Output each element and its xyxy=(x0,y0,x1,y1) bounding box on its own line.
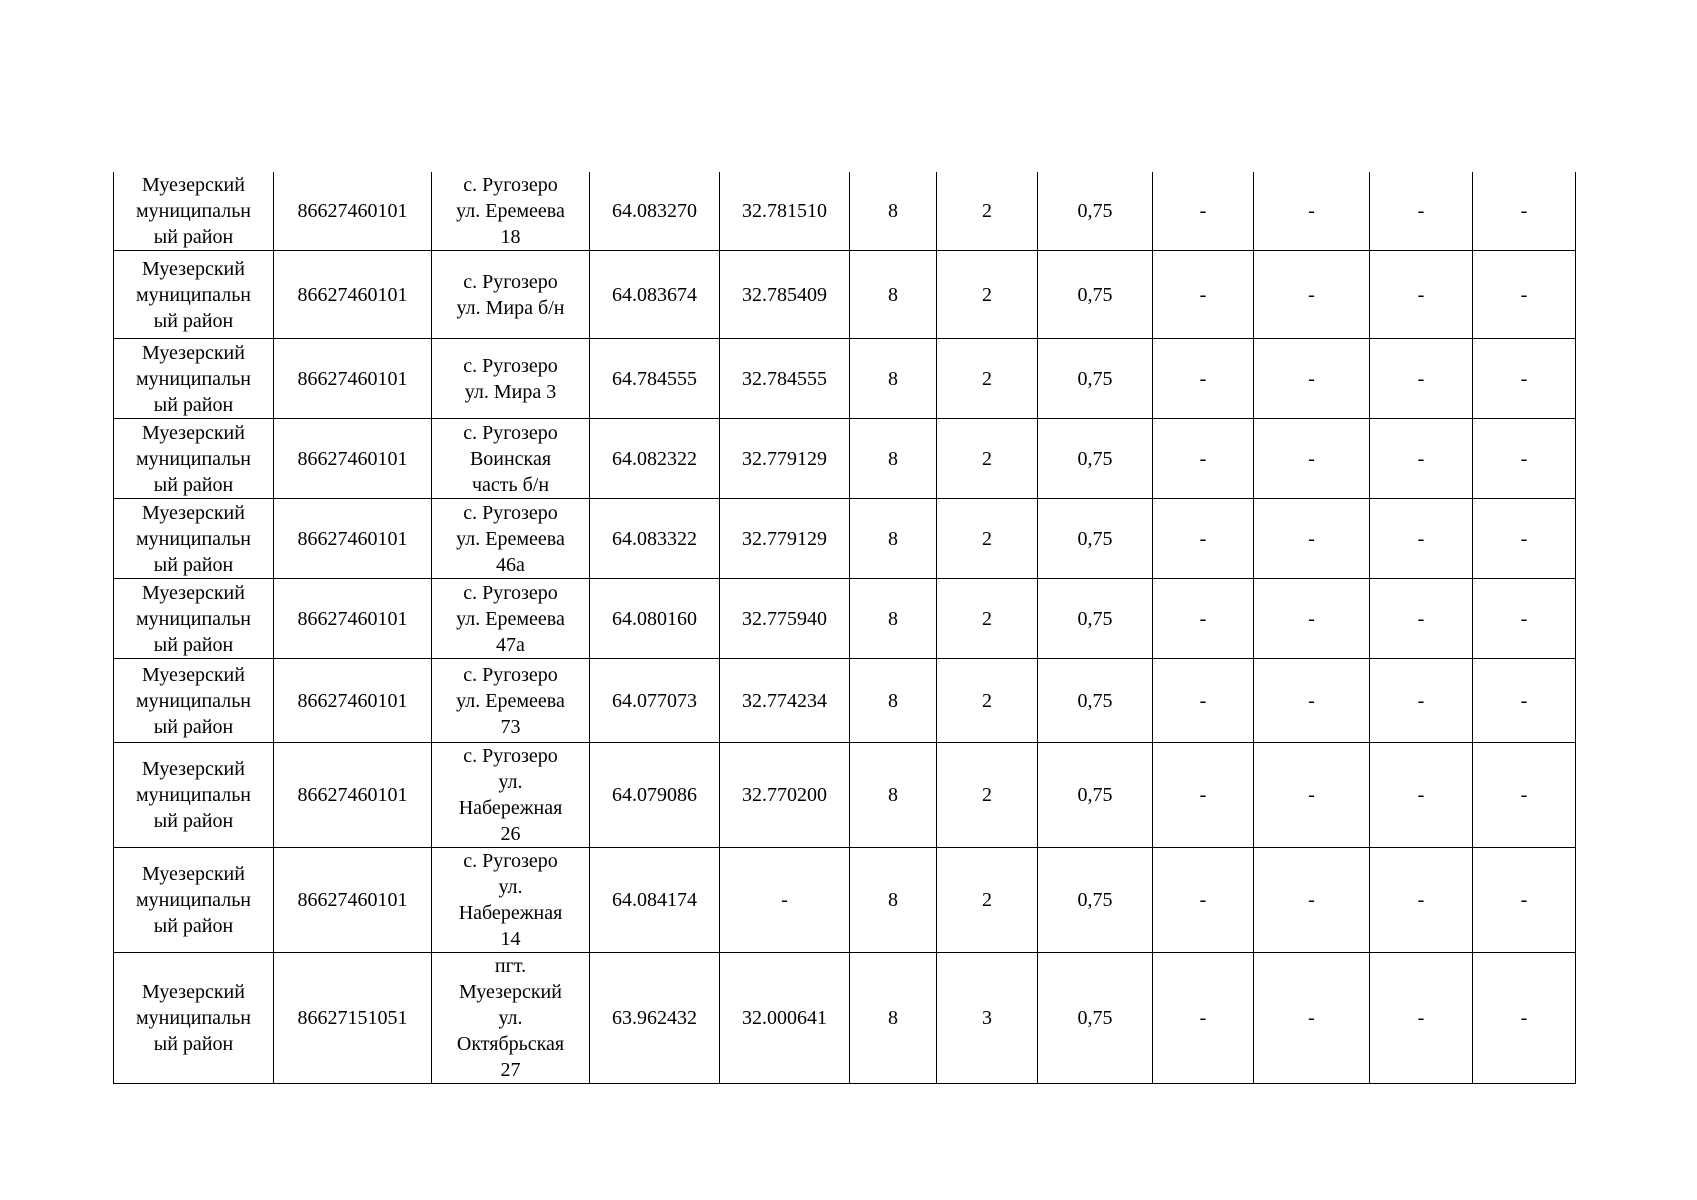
oktmo-cell: 86627460101 xyxy=(274,499,432,579)
value-cell-4: - xyxy=(1153,419,1254,499)
value-cell-4: - xyxy=(1153,848,1254,953)
district-cell xyxy=(114,848,274,953)
value-cell-6: - xyxy=(1370,743,1473,848)
value-cell-5: - xyxy=(1254,499,1370,579)
address-cell-line: ул. Мира б/н xyxy=(456,296,565,319)
value-cell-5: - xyxy=(1254,848,1370,953)
address-cell-line: ул. Еремеева xyxy=(456,200,565,222)
longitude-cell: 32.779129 xyxy=(720,499,850,579)
latitude-cell: 64.083270 xyxy=(590,172,720,251)
district-cell-line: муниципальн xyxy=(135,784,252,806)
table-body xyxy=(114,172,1576,1084)
value-cell-7: - xyxy=(1473,172,1576,251)
value-cell-7: - xyxy=(1473,659,1576,743)
address-cell-line: ул. Еремеева xyxy=(456,689,565,712)
district-cell-line: Муезерский xyxy=(142,581,245,604)
address-cell-line: Муезерский xyxy=(459,981,562,1003)
value-cell-4: - xyxy=(1153,499,1254,579)
value-cell-3: 0,75 xyxy=(1038,579,1153,659)
district-cell-line: Муезерский xyxy=(142,257,245,280)
address-cell-line: с. Ругозеро xyxy=(463,581,558,604)
table-row xyxy=(114,339,1576,419)
address-cell-line: с. Ругозеро xyxy=(463,745,558,767)
oktmo-cell: 86627460101 xyxy=(274,579,432,659)
value-cell-2: 2 xyxy=(937,579,1038,659)
value-cell-1: 8 xyxy=(850,339,937,419)
value-cell-5: - xyxy=(1254,172,1370,251)
address-cell xyxy=(432,499,590,579)
value-cell-2: 2 xyxy=(937,172,1038,251)
value-cell-3: 0,75 xyxy=(1038,419,1153,499)
value-cell-3: 0,75 xyxy=(1038,743,1153,848)
value-cell-6: - xyxy=(1370,499,1473,579)
oktmo-cell: 86627460101 xyxy=(274,172,432,251)
district-cell-line: Муезерский xyxy=(142,421,245,444)
address-cell-line: с. Ругозеро xyxy=(463,850,558,872)
address-cell-line: пгт. xyxy=(494,955,527,977)
address-cell-line: Набережная xyxy=(458,797,563,819)
district-cell xyxy=(114,419,274,499)
address-cell xyxy=(432,172,590,251)
data-table xyxy=(113,172,1576,1084)
district-cell-line: Муезерский xyxy=(142,174,245,196)
district-cell-line: Муезерский xyxy=(142,501,245,524)
latitude-cell: 64.084174 xyxy=(590,848,720,953)
address-cell-line: ул. xyxy=(498,771,523,793)
district-cell xyxy=(114,172,274,251)
district-cell-line: Муезерский xyxy=(142,758,245,780)
district-cell-line: ый район xyxy=(153,1033,234,1055)
district-cell-line: муниципальн xyxy=(135,283,252,306)
address-cell xyxy=(432,848,590,953)
longitude-cell: 32.000641 xyxy=(720,953,850,1084)
value-cell-2: 2 xyxy=(937,848,1038,953)
value-cell-7: - xyxy=(1473,251,1576,339)
district-cell xyxy=(114,339,274,419)
district-cell-line: ый район xyxy=(153,715,234,738)
value-cell-7: - xyxy=(1473,499,1576,579)
address-cell xyxy=(432,579,590,659)
longitude-cell: 32.785409 xyxy=(720,251,850,339)
value-cell-6: - xyxy=(1370,848,1473,953)
district-cell-line: ый район xyxy=(153,810,234,832)
address-cell-line: часть б/н xyxy=(471,473,550,496)
value-cell-6: - xyxy=(1370,339,1473,419)
district-cell-line: муниципальн xyxy=(135,527,252,550)
value-cell-6: - xyxy=(1370,251,1473,339)
value-cell-3: 0,75 xyxy=(1038,499,1153,579)
value-cell-3: 0,75 xyxy=(1038,172,1153,251)
value-cell-6: - xyxy=(1370,172,1473,251)
longitude-cell: - xyxy=(720,848,850,953)
district-cell xyxy=(114,251,274,339)
address-cell-line: с. Ругозеро xyxy=(463,663,558,686)
value-cell-3: 0,75 xyxy=(1038,953,1153,1084)
value-cell-1: 8 xyxy=(850,848,937,953)
table-row xyxy=(114,743,1576,848)
value-cell-5: - xyxy=(1254,953,1370,1084)
address-cell-line: с. Ругозеро xyxy=(463,270,558,293)
value-cell-5: - xyxy=(1254,743,1370,848)
value-cell-1: 8 xyxy=(850,579,937,659)
value-cell-6: - xyxy=(1370,953,1473,1084)
address-cell xyxy=(432,419,590,499)
latitude-cell: 64.082322 xyxy=(590,419,720,499)
address-cell-line: с. Ругозеро xyxy=(463,501,558,524)
table-row xyxy=(114,579,1576,659)
district-cell-line: Муезерский xyxy=(142,863,245,885)
oktmo-cell: 86627460101 xyxy=(274,848,432,953)
address-cell-line: 14 xyxy=(500,928,521,950)
value-cell-7: - xyxy=(1473,419,1576,499)
address-cell-line: с. Ругозеро xyxy=(463,354,558,377)
address-cell xyxy=(432,659,590,743)
district-cell xyxy=(114,743,274,848)
oktmo-cell: 86627460101 xyxy=(274,659,432,743)
district-cell-line: муниципальн xyxy=(135,367,252,390)
latitude-cell: 64.083322 xyxy=(590,499,720,579)
value-cell-7: - xyxy=(1473,848,1576,953)
value-cell-1: 8 xyxy=(850,419,937,499)
longitude-cell: 32.770200 xyxy=(720,743,850,848)
value-cell-2: 3 xyxy=(937,953,1038,1084)
oktmo-cell: 86627460101 xyxy=(274,419,432,499)
value-cell-6: - xyxy=(1370,579,1473,659)
district-cell-line: муниципальн xyxy=(135,447,252,470)
address-cell-line: 46а xyxy=(496,553,525,576)
district-cell-line: ый район xyxy=(153,633,234,656)
value-cell-6: - xyxy=(1370,419,1473,499)
district-cell-line: ый район xyxy=(153,553,234,576)
table-row xyxy=(114,848,1576,953)
value-cell-4: - xyxy=(1153,659,1254,743)
district-cell-line: ый район xyxy=(153,226,234,248)
value-cell-2: 2 xyxy=(937,251,1038,339)
value-cell-2: 2 xyxy=(937,499,1038,579)
oktmo-cell: 86627151051 xyxy=(274,953,432,1084)
table-row xyxy=(114,659,1576,743)
address-cell-line: 47а xyxy=(496,633,525,656)
district-cell xyxy=(114,579,274,659)
value-cell-1: 8 xyxy=(850,172,937,251)
district-cell-line: муниципальн xyxy=(135,689,252,712)
value-cell-2: 2 xyxy=(937,743,1038,848)
value-cell-7: - xyxy=(1473,339,1576,419)
value-cell-5: - xyxy=(1254,339,1370,419)
table-row xyxy=(114,251,1576,339)
address-cell-line: Октябрьская xyxy=(456,1033,565,1055)
latitude-cell: 64.083674 xyxy=(590,251,720,339)
address-cell-line: 18 xyxy=(500,226,521,248)
value-cell-5: - xyxy=(1254,419,1370,499)
longitude-cell: 32.775940 xyxy=(720,579,850,659)
value-cell-6: - xyxy=(1370,659,1473,743)
value-cell-7: - xyxy=(1473,579,1576,659)
value-cell-5: - xyxy=(1254,579,1370,659)
district-cell-line: муниципальн xyxy=(135,607,252,630)
latitude-cell: 64.079086 xyxy=(590,743,720,848)
district-cell-line: Муезерский xyxy=(142,663,245,686)
address-cell-line: ул. Еремеева xyxy=(456,527,565,550)
latitude-cell: 64.077073 xyxy=(590,659,720,743)
address-cell-line: ул. Мира 3 xyxy=(464,380,557,403)
table-row xyxy=(114,953,1576,1084)
value-cell-2: 2 xyxy=(937,659,1038,743)
value-cell-5: - xyxy=(1254,659,1370,743)
value-cell-1: 8 xyxy=(850,499,937,579)
value-cell-1: 8 xyxy=(850,659,937,743)
district-cell-line: Муезерский xyxy=(142,341,245,364)
table-row xyxy=(114,499,1576,579)
address-cell xyxy=(432,251,590,339)
address-cell-line: Воинская xyxy=(469,447,552,470)
value-cell-3: 0,75 xyxy=(1038,251,1153,339)
value-cell-4: - xyxy=(1153,743,1254,848)
district-cell xyxy=(114,659,274,743)
district-cell xyxy=(114,953,274,1084)
district-cell-line: ый район xyxy=(153,393,234,416)
value-cell-3: 0,75 xyxy=(1038,659,1153,743)
address-cell-line: ул. xyxy=(498,876,523,898)
oktmo-cell: 86627460101 xyxy=(274,339,432,419)
address-cell-line: ул. xyxy=(498,1007,523,1029)
district-cell-line: муниципальн xyxy=(135,200,252,222)
value-cell-1: 8 xyxy=(850,743,937,848)
table-row xyxy=(114,419,1576,499)
district-cell xyxy=(114,499,274,579)
longitude-cell: 32.784555 xyxy=(720,339,850,419)
value-cell-4: - xyxy=(1153,251,1254,339)
value-cell-7: - xyxy=(1473,953,1576,1084)
district-cell-line: муниципальн xyxy=(135,889,252,911)
table-row xyxy=(114,172,1576,251)
district-cell-line: ый район xyxy=(153,915,234,937)
district-cell-line: Муезерский xyxy=(142,981,245,1003)
value-cell-4: - xyxy=(1153,172,1254,251)
value-cell-4: - xyxy=(1153,339,1254,419)
value-cell-4: - xyxy=(1153,953,1254,1084)
value-cell-4: - xyxy=(1153,579,1254,659)
address-cell-line: 27 xyxy=(500,1059,521,1081)
value-cell-1: 8 xyxy=(850,953,937,1084)
address-cell xyxy=(432,339,590,419)
address-cell-line: ул. Еремеева xyxy=(456,607,565,630)
latitude-cell: 64.080160 xyxy=(590,579,720,659)
value-cell-5: - xyxy=(1254,251,1370,339)
longitude-cell: 32.779129 xyxy=(720,419,850,499)
longitude-cell: 32.774234 xyxy=(720,659,850,743)
value-cell-1: 8 xyxy=(850,251,937,339)
district-cell-line: ый район xyxy=(153,309,234,332)
oktmo-cell: 86627460101 xyxy=(274,251,432,339)
address-cell xyxy=(432,743,590,848)
district-cell-line: ый район xyxy=(153,473,234,496)
address-cell xyxy=(432,953,590,1084)
address-cell-line: Набережная xyxy=(458,902,563,924)
address-cell-line: 26 xyxy=(500,823,521,845)
latitude-cell: 64.784555 xyxy=(590,339,720,419)
value-cell-7: - xyxy=(1473,743,1576,848)
district-cell-line: муниципальн xyxy=(135,1007,252,1029)
address-cell-line: с. Ругозеро xyxy=(463,421,558,444)
longitude-cell: 32.781510 xyxy=(720,172,850,251)
value-cell-3: 0,75 xyxy=(1038,848,1153,953)
oktmo-cell: 86627460101 xyxy=(274,743,432,848)
latitude-cell: 63.962432 xyxy=(590,953,720,1084)
value-cell-2: 2 xyxy=(937,339,1038,419)
value-cell-2: 2 xyxy=(937,419,1038,499)
address-cell-line: с. Ругозеро xyxy=(463,174,558,196)
address-cell-line: 73 xyxy=(500,715,521,738)
value-cell-3: 0,75 xyxy=(1038,339,1153,419)
